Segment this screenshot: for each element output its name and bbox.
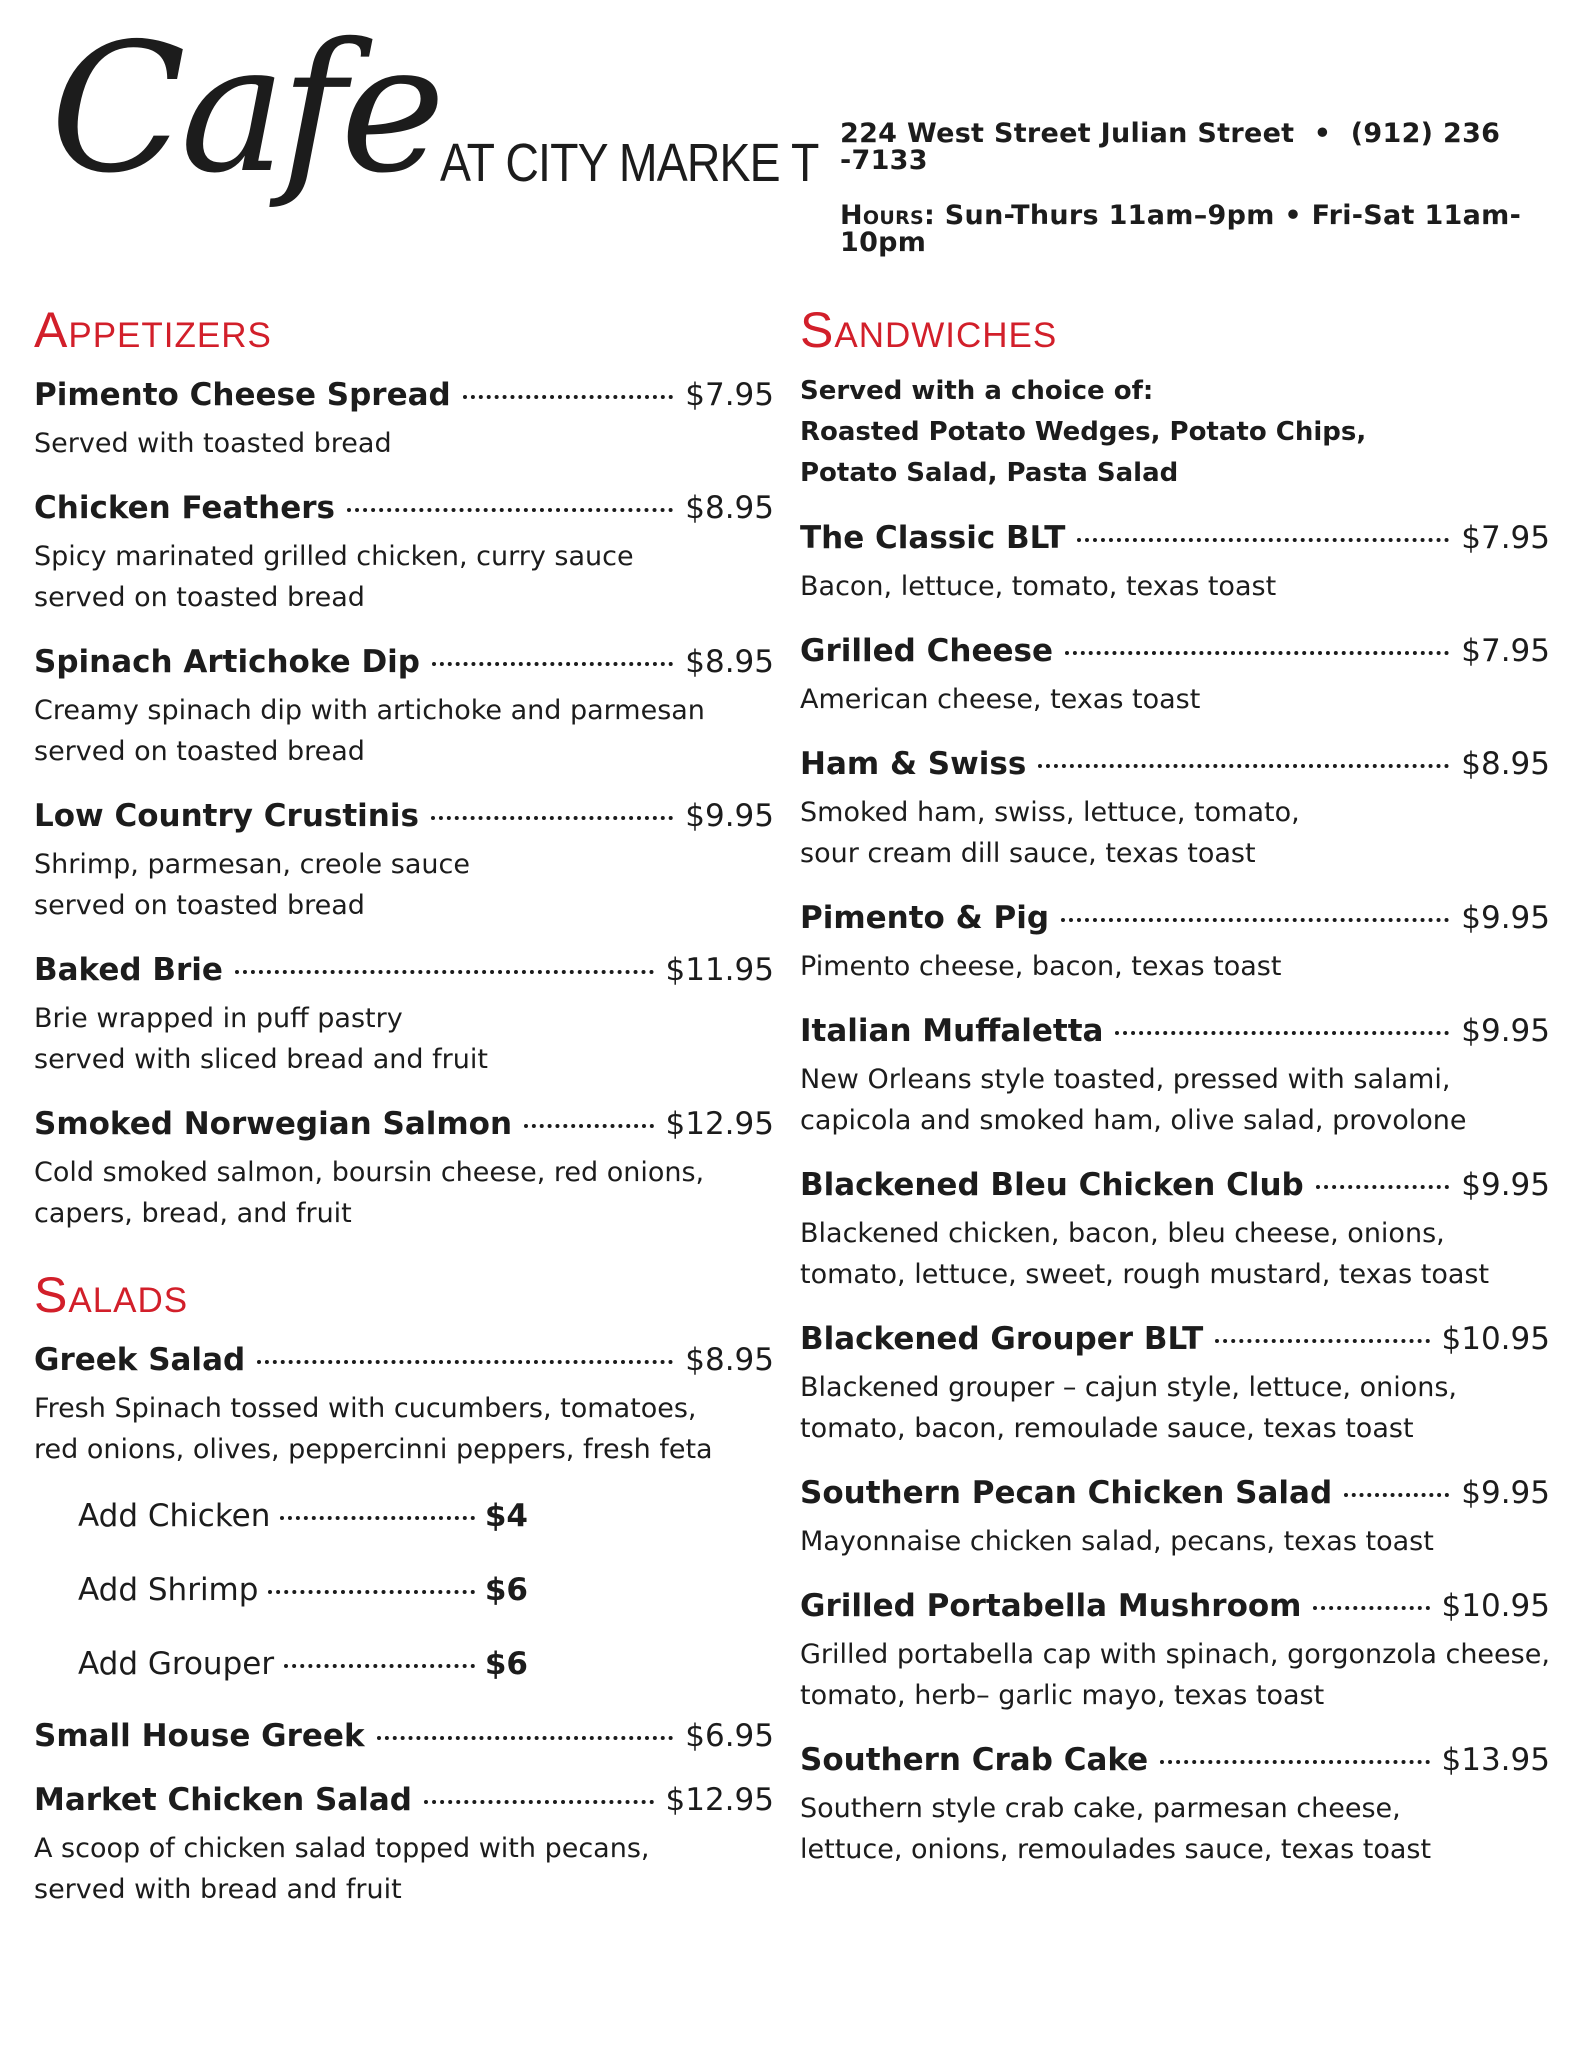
item-name: Pimento & Pig	[800, 900, 1050, 936]
item-name: The Classic BLT	[800, 520, 1066, 556]
dot-leader	[347, 508, 673, 512]
item-name: Blackened Grouper BLT	[800, 1321, 1204, 1357]
menu-item	[800, 1011, 1550, 1141]
logo-subtitle: AT CITY MARKE T	[440, 133, 819, 193]
menu-item	[800, 1319, 1550, 1449]
menu-item	[800, 631, 1550, 720]
menu-item	[800, 744, 1550, 874]
item-price: $8.95	[685, 644, 774, 680]
dot-leader	[1038, 764, 1449, 768]
item-price: $12.95	[665, 1782, 774, 1818]
menu-item	[34, 1104, 774, 1234]
item-name: Low Country Crustinis	[34, 798, 419, 834]
dot-leader	[268, 1590, 474, 1594]
hours: Sun-Thurs 11am–9pm • Fri-Sat 11am-10pm	[840, 200, 1522, 258]
item-name: Southern Crab Cake	[800, 1742, 1149, 1778]
item-price: $9.95	[1461, 900, 1550, 936]
dot-leader	[257, 1360, 673, 1364]
item-description: Mayonnaise chicken salad, pecans, texas toast	[800, 1526, 1434, 1557]
item-description: Bacon, lettuce, tomato, texas toast	[800, 571, 1277, 602]
dot-leader	[1115, 1031, 1449, 1035]
item-price: $10.95	[1441, 1321, 1550, 1357]
item-name: Grilled Portabella Mushroom	[800, 1588, 1302, 1624]
dot-leader	[377, 1736, 674, 1740]
logo-script: Cafe	[50, 5, 440, 212]
left-column	[34, 302, 774, 1934]
menu-item	[34, 375, 774, 464]
menu-item	[800, 1165, 1550, 1295]
item-price: $8.95	[1461, 746, 1550, 782]
item-description: Shrimp, parmesan, creole sauce served on toasted bread	[34, 849, 470, 921]
item-description: Cold smoked salmon, boursin cheese, red onions, capers, bread, and fruit	[34, 1157, 705, 1229]
item-description: A scoop of chicken salad topped with pecans, served with bread and fruit	[34, 1833, 650, 1905]
addon-item	[78, 1642, 528, 1686]
phone: (912) 236 -7133	[840, 118, 1501, 176]
item-name: Spinach Artichoke Dip	[34, 644, 420, 680]
menu-item	[34, 488, 774, 618]
item-name: Smoked Norwegian Salmon	[34, 1106, 513, 1142]
item-price: $8.95	[685, 490, 774, 526]
item-description: Grilled portabella cap with spinach, gorgonzola cheese, tomato, herb– garlic mayo, texas toast	[800, 1639, 1550, 1711]
menu-item	[800, 898, 1550, 987]
addon-price: $6	[484, 1572, 528, 1608]
hours-line	[840, 202, 1540, 256]
item-description: Southern style crab cake, parmesan cheese, lettuce, onions, remoulades sauce, texas toast	[800, 1793, 1432, 1865]
dot-leader	[431, 816, 673, 820]
menu-item	[34, 1716, 774, 1756]
dot-leader	[284, 1664, 475, 1668]
item-description: Brie wrapped in puff pastry served with sliced bread and fruit	[34, 1003, 488, 1075]
menu-item	[34, 796, 774, 926]
item-name: Blackened Bleu Chicken Club	[800, 1167, 1304, 1203]
dot-leader	[1065, 651, 1449, 655]
dot-leader	[1077, 538, 1449, 542]
item-description: Fresh Spinach tossed with cucumbers, tomatoes, red onions, olives, peppercinni peppers, fresh feta	[34, 1393, 713, 1465]
addon-item	[78, 1494, 528, 1538]
item-description: American cheese, texas toast	[800, 684, 1201, 715]
item-price: $6.95	[685, 1718, 774, 1754]
item-price: $12.95	[665, 1106, 774, 1142]
dot-leader	[463, 395, 674, 399]
addon-name: Add Chicken	[78, 1498, 271, 1534]
appetizers-title: Appetizers	[34, 302, 272, 358]
menu-item	[800, 1586, 1550, 1716]
address: 224 West Street Julian Street	[840, 118, 1295, 149]
item-price: $9.95	[1461, 1475, 1550, 1511]
item-name: Italian Muffaletta	[800, 1013, 1104, 1049]
item-name: Baked Brie	[34, 952, 223, 988]
item-price: $7.95	[685, 377, 774, 413]
item-description: Smoked ham, swiss, lettuce, tomato, sour cream dill sauce, texas toast	[800, 797, 1300, 869]
menu-item	[34, 1780, 774, 1910]
item-name: Ham & Swiss	[800, 746, 1027, 782]
dot-leader	[432, 662, 673, 666]
dot-leader	[1061, 918, 1449, 922]
contact-info	[840, 120, 1540, 256]
dot-leader	[424, 1800, 654, 1804]
dot-leader	[1316, 1185, 1450, 1189]
item-name: Chicken Feathers	[34, 490, 336, 526]
dot-leader	[1215, 1339, 1429, 1343]
item-description: Spicy marinated grilled chicken, curry sauce served on toasted bread	[34, 541, 634, 613]
menu-item	[34, 1340, 774, 1470]
address-line	[840, 120, 1540, 174]
addon-name: Add Shrimp	[78, 1572, 259, 1608]
menu-item	[34, 950, 774, 1080]
dot-leader	[1344, 1493, 1449, 1497]
sandwiches-intro: Served with a choice of: Roasted Potato Wedges, Potato Chips, Potato Salad, Pasta Salad	[800, 376, 1367, 488]
item-description: New Orleans style toasted, pressed with salami, capicola and smoked ham, olive salad, provolone	[800, 1064, 1467, 1136]
item-price: $8.95	[685, 1342, 774, 1378]
sandwiches-title: Sandwiches	[800, 302, 1058, 358]
item-name: Southern Pecan Chicken Salad	[800, 1475, 1333, 1511]
item-name: Greek Salad	[34, 1342, 246, 1378]
dot-leader	[1160, 1760, 1429, 1764]
item-description: Blackened grouper – cajun style, lettuce, onions, tomato, bacon, remoulade sauce, texas toast	[800, 1372, 1457, 1444]
addon-price: $6	[484, 1646, 528, 1682]
item-name: Market Chicken Salad	[34, 1782, 412, 1818]
item-name: Grilled Cheese	[800, 633, 1053, 669]
item-name: Pimento Cheese Spread	[34, 377, 451, 413]
dot-leader	[1313, 1606, 1429, 1610]
menu-item	[800, 1473, 1550, 1562]
dot-leader	[280, 1516, 474, 1520]
salads-title: Salads	[34, 1267, 189, 1323]
menu-item	[800, 1740, 1550, 1870]
item-price: $10.95	[1441, 1588, 1550, 1624]
addon-name: Add Grouper	[78, 1646, 275, 1682]
menu-item	[34, 642, 774, 772]
item-price: $13.95	[1441, 1742, 1550, 1778]
item-price: $11.95	[665, 952, 774, 988]
item-price: $7.95	[1461, 633, 1550, 669]
item-price: $9.95	[1461, 1167, 1550, 1203]
dot-leader	[524, 1124, 653, 1128]
addon-item	[78, 1568, 528, 1612]
item-price: $9.95	[685, 798, 774, 834]
item-description: Creamy spinach dip with artichoke and parmesan served on toasted bread	[34, 695, 705, 767]
menu-item	[800, 518, 1550, 607]
item-price: $7.95	[1461, 520, 1550, 556]
separator-dot: •	[1313, 118, 1332, 149]
hours-label: Hours:	[840, 200, 936, 231]
dot-leader	[235, 970, 654, 974]
item-price: $9.95	[1461, 1013, 1550, 1049]
addon-price: $4	[484, 1498, 528, 1534]
item-description: Blackened chicken, bacon, bleu cheese, onions, tomato, lettuce, sweet, rough mustard, texas toast	[800, 1218, 1490, 1290]
item-description: Served with toasted bread	[34, 428, 392, 459]
item-name: Small House Greek	[34, 1718, 365, 1754]
right-column	[800, 302, 1550, 1894]
item-description: Pimento cheese, bacon, texas toast	[800, 951, 1282, 982]
